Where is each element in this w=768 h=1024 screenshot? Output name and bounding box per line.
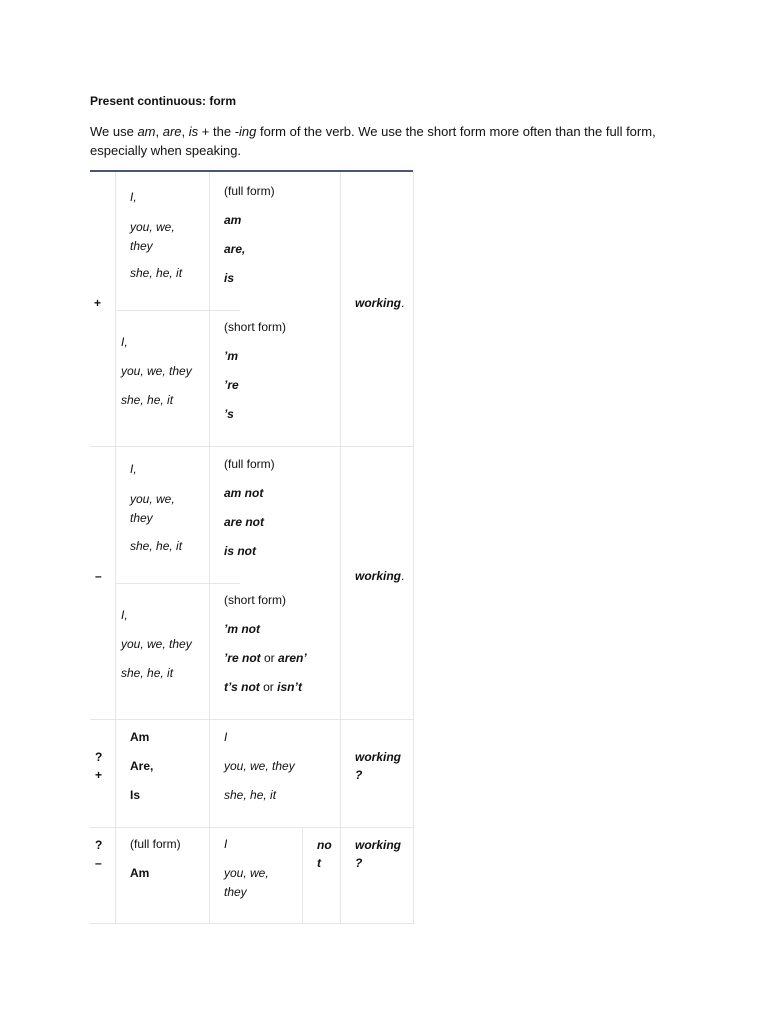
subject-cell: I, [121,608,128,622]
subject-cell: I [224,837,228,851]
main-verb-text: working [355,296,402,310]
subject-cell: you, we, they [121,637,192,651]
column-border [302,827,303,924]
subject-cell: you, we, they [130,492,175,525]
subject-cell: you, we, [224,866,269,880]
row-border [90,446,413,447]
question-symbol: ? [95,838,103,852]
verb-form: is not [224,544,256,558]
verb-form-part: ’re not [224,651,261,665]
form-label: (full form) [224,184,275,198]
main-verb: working [355,750,402,764]
row-border [90,719,413,720]
verb-form: am not [224,486,264,500]
verb-form: ’m [224,349,239,363]
negative-symbol: – [95,856,102,870]
subject-cell: you, we, they [224,759,295,773]
form-label: (short form) [224,593,287,607]
subject-cell: she, he, it [224,788,277,802]
column-border [115,172,116,924]
intro-paragraph [90,122,670,160]
form-label: (short form) [224,320,287,334]
verb-form: are not [224,515,265,529]
page-title: Present continuous: form [90,94,237,108]
verb-form: am [224,213,242,227]
intro-comma: , [155,124,163,139]
column-border [209,172,210,924]
row-border [90,923,413,924]
intro-am: am [137,124,156,139]
grammar-table [90,170,413,172]
main-verb-text: working [355,569,402,583]
main-verb [355,295,404,311]
or-word: or [259,680,278,694]
auxiliary-verb: Are, [130,759,154,773]
question-symbol: ? [95,750,103,764]
verb-form [224,679,302,695]
not-word: t [317,856,321,870]
subject-cell: I [224,730,228,744]
subject-cell: she, he, it [121,666,174,680]
intro-ing: -ing [234,124,257,139]
verb-form: ’m not [224,622,260,636]
auxiliary-verb: Am [130,730,150,744]
intro-text: form of the verb. We use the short form more often than the full form, especially when speaking. [90,124,656,158]
intro-text: We use [90,124,138,139]
row-border [90,827,413,828]
or-word: or [260,651,279,665]
column-border [340,172,341,924]
subject-cell: she, he, it [121,393,174,407]
main-verb [355,568,404,584]
cell-border [115,310,240,311]
main-verb: working [355,838,402,852]
auxiliary-verb: Am [130,866,150,880]
verb-form-part: isn’t [277,680,303,694]
subject-cell: I, [130,190,137,204]
intro-is: is [188,124,199,139]
not-word: no [317,838,332,852]
verb-form-part: aren’ [278,651,307,665]
form-label: (full form) [224,457,275,471]
question-mark: ? [355,768,363,782]
subject-cell: she, he, it [130,539,183,553]
verb-form-part: t’s not [224,680,260,694]
subject-cell: you, we, they [121,364,192,378]
subject-cell: they [224,885,247,899]
auxiliary-verb: Is [130,788,141,802]
verb-form: ’s [224,407,234,421]
negative-symbol: – [95,569,102,583]
subject-cell: I, [121,335,128,349]
subject-cell: you, we, they [130,220,175,253]
positive-symbol: + [95,768,103,782]
column-border [413,172,414,924]
intro-are: are [162,124,182,139]
form-label: (full form) [130,837,181,851]
verb-form: ’re [224,378,239,392]
main-verb-end: . [401,569,405,583]
subject-cell: I, [130,462,137,476]
verb-form: are, [224,242,246,256]
verb-form [224,650,307,666]
question-mark: ? [355,856,363,870]
main-verb-end: . [401,296,405,310]
positive-symbol: + [94,296,102,310]
intro-comma: , [181,124,189,139]
intro-text: + the [198,124,235,139]
subject-cell: she, he, it [130,266,183,280]
cell-border [115,583,240,584]
verb-form: is [224,271,235,285]
